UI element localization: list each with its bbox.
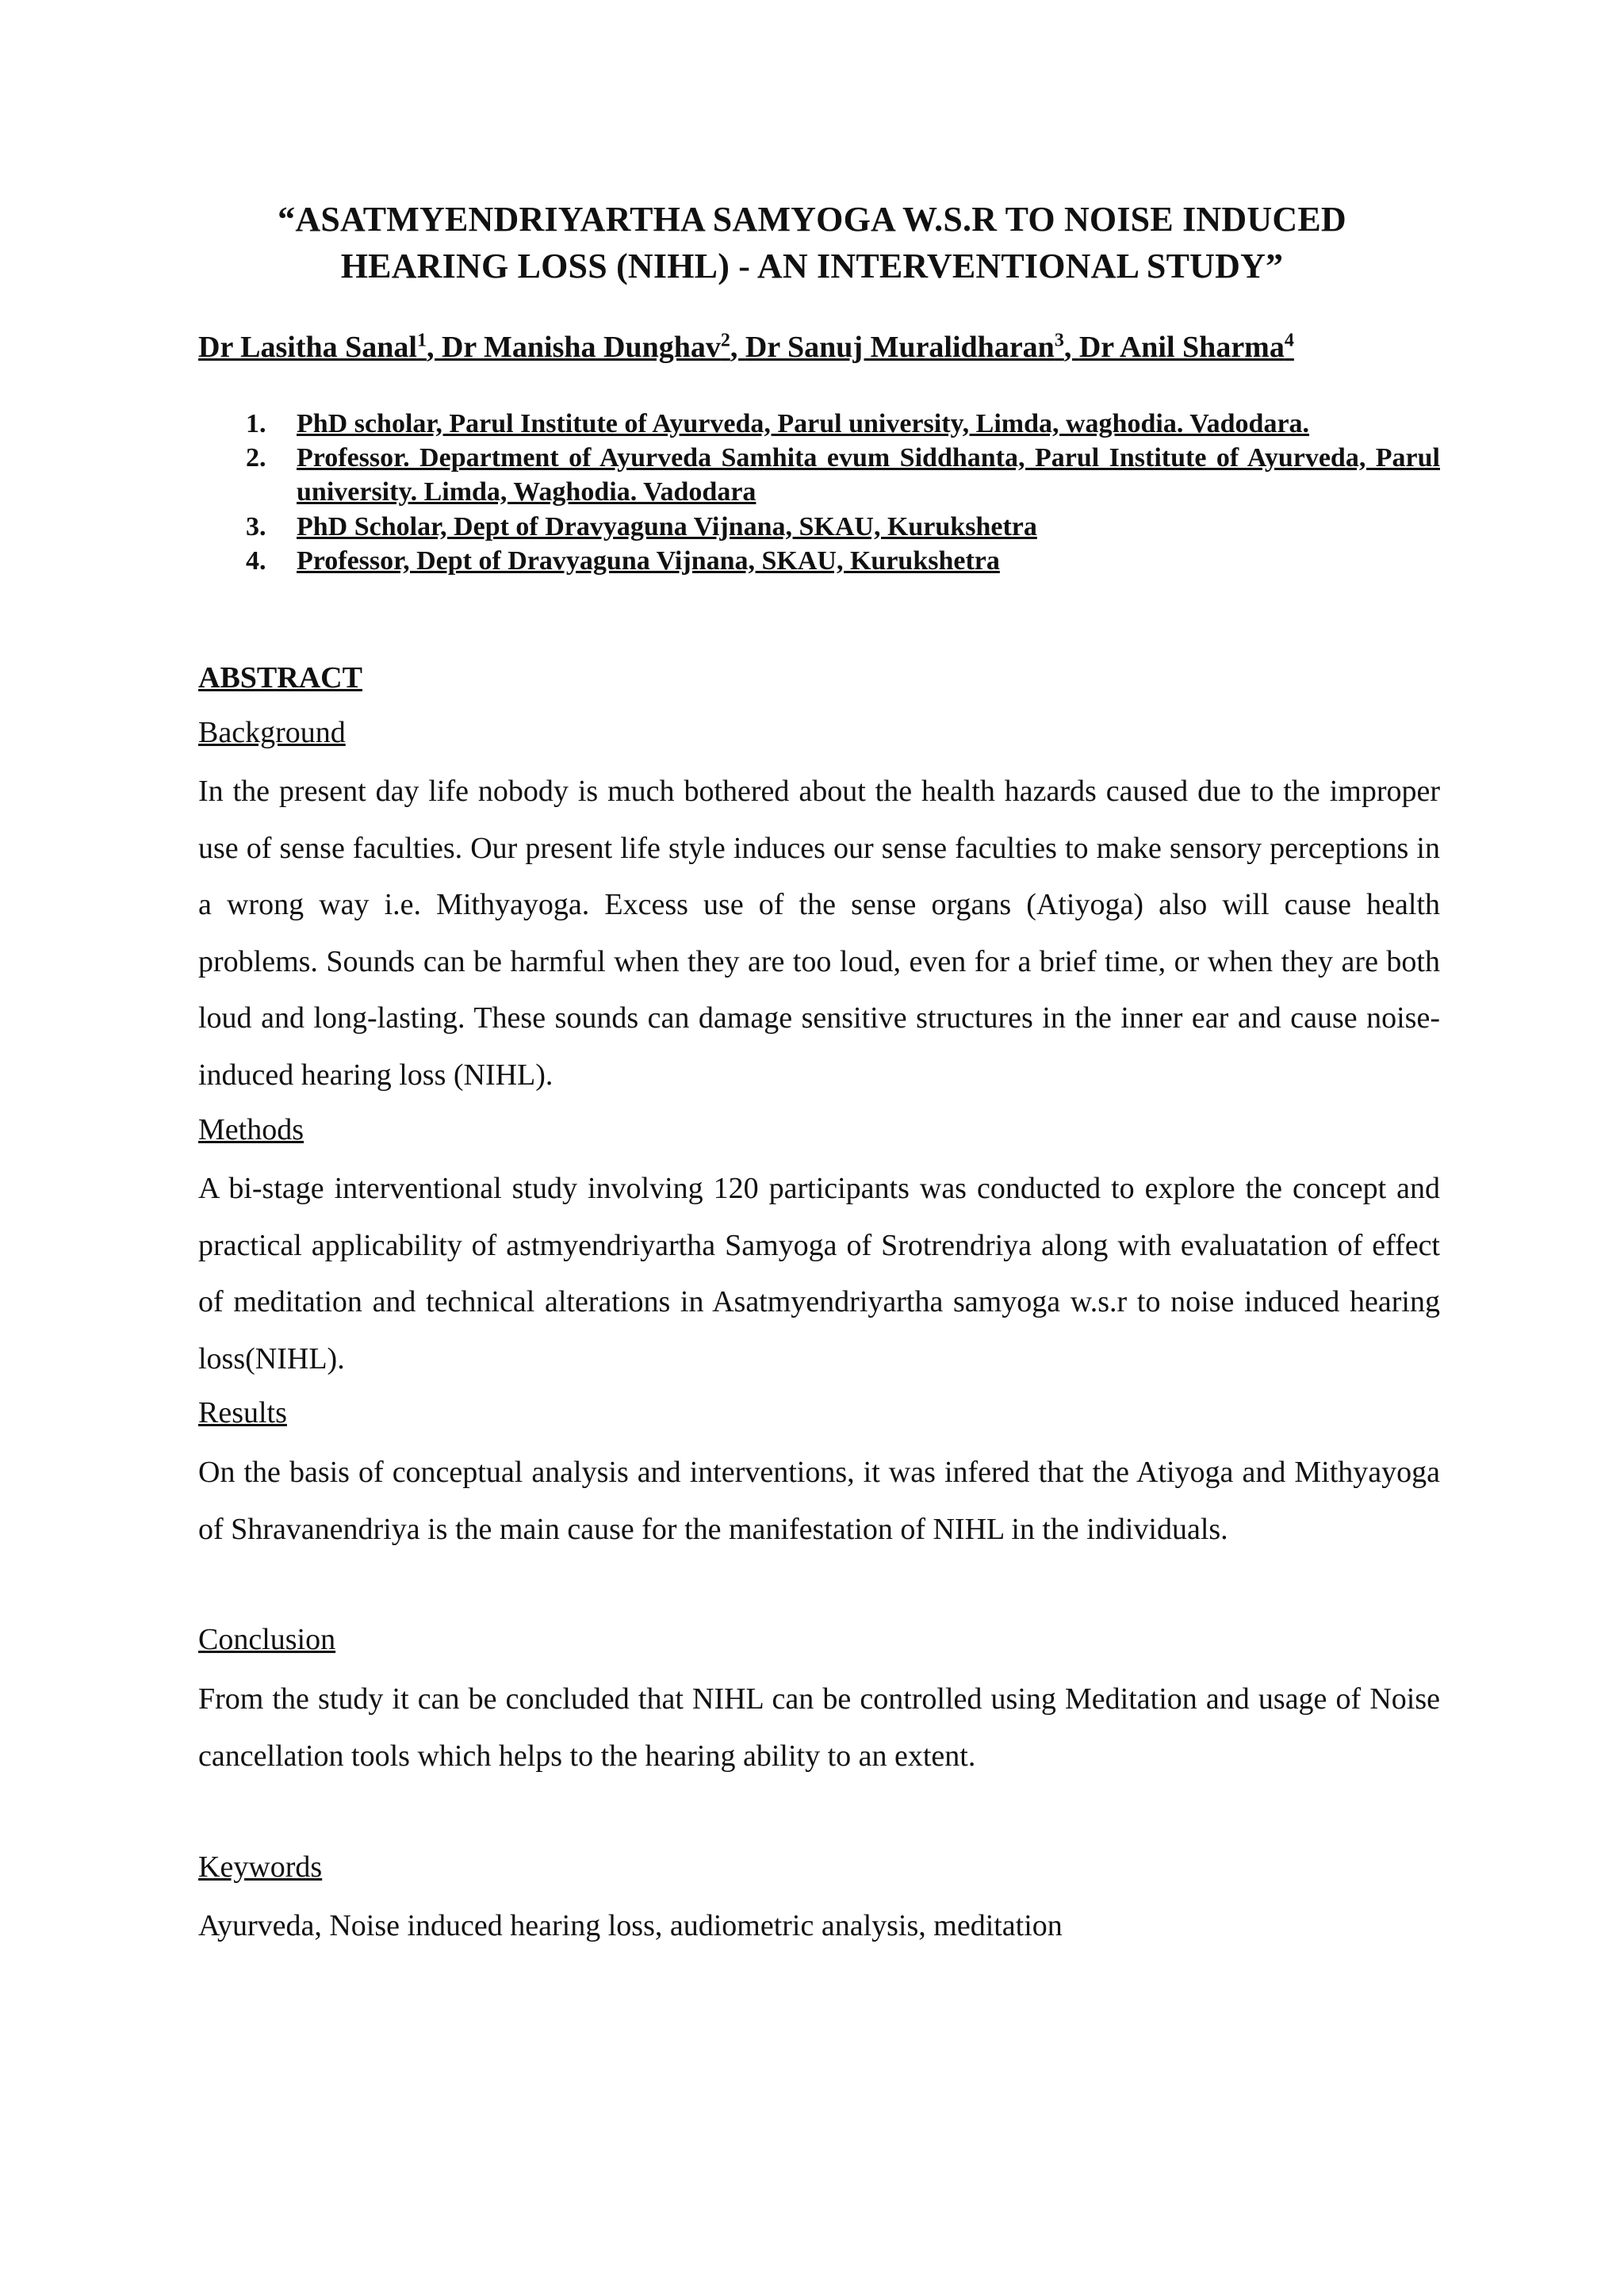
author-separator: , (1063, 331, 1079, 364)
author-superscript: 3 (1054, 330, 1064, 351)
author-superscript: 2 (720, 330, 730, 351)
affiliation-number: 4. (246, 546, 266, 576)
background-heading: Background (198, 716, 346, 749)
affiliation-number: 3. (246, 512, 266, 541)
affiliation-text: PhD scholar, Parul Institute of Ayurveda, Parul university, Limda, waghodia. Vadodara. (297, 409, 1310, 438)
abstract-heading: ABSTRACT (198, 661, 362, 695)
results-paragraph: On the basis of conceptual analysis and interventions, it was infered that the Atiyoga and Mithyayoga of Shravanendriya is the main cause for the manifestation of NIHL in the individuals. (198, 1456, 1440, 1546)
author-superscript: 4 (1284, 330, 1294, 351)
author-list (198, 327, 1435, 367)
affiliation-number: 2. (246, 443, 266, 473)
paper-title-line-2: HEARING LOSS (NIHL) - AN INTERVENTIONAL STUDY” (340, 247, 1284, 285)
affiliation-text: PhD Scholar, Dept of Dravyaguna Vijnana, SKAU, Kurukshetra (297, 512, 1037, 541)
author-name: Dr Manisha Dunghav (441, 331, 721, 364)
author-name: Dr Lasitha Sanal (198, 331, 417, 364)
author-separator: , (426, 331, 442, 364)
keywords-text: Ayurveda, Noise induced hearing loss, audiometric analysis, meditation (198, 1909, 1063, 1942)
author-name: Dr Sanuj Muralidharan (745, 331, 1055, 364)
author-separator: , (730, 331, 745, 364)
background-paragraph: In the present day life nobody is much bothered about the health hazards caused due to the improper use of sense faculties. Our present life style induces our sense faculties to make sensory perceptions in a wrong way i.e. Mithyayoga. Excess use of the sense organs (Atiyoga) also will cause health problems. Sounds can be harmful when they are too loud, even for a brief time, or when they are both loud and long-lasting. These sounds can damage sensitive structures in the inner ear and cause noise- induced hearing loss (NIHL). (198, 775, 1440, 1092)
conclusion-heading: Conclusion (198, 1623, 336, 1656)
paper-title-line-1: “ASATMYENDRIYARTHA SAMYOGA W.S.R TO NOISE INDUCED (278, 200, 1346, 239)
affiliation-text: Professor. Department of Ayurveda Samhita evum Siddhanta, Parul Institute of Ayurveda, Parul university. Limda, Waghodia. Vadodara (297, 443, 1440, 507)
methods-paragraph: A bi-stage interventional study involving 120 participants was conducted to explore the concept and practical applicability of astmyendriyartha Samyoga of Srotrendriya along with evaluatation of effect of meditation and technical alterations in Asatmyendriyartha samyoga w.s.r to noise induced hearing loss(NIHL). (198, 1172, 1440, 1376)
affiliation-number: 1. (246, 409, 266, 438)
methods-heading: Methods (198, 1113, 304, 1146)
author-name: Dr Anil Sharma (1078, 331, 1285, 364)
keywords-heading: Keywords (198, 1850, 323, 1884)
author-superscript: 1 (416, 330, 427, 351)
conclusion-paragraph: From the study it can be concluded that NIHL can be controlled using Meditation and usage of Noise cancellation tools which helps to the hearing ability to an extent. (198, 1682, 1440, 1773)
affiliation-text: Professor, Dept of Dravyaguna Vijnana, SKAU, Kurukshetra (297, 546, 1000, 576)
results-heading: Results (198, 1396, 287, 1429)
